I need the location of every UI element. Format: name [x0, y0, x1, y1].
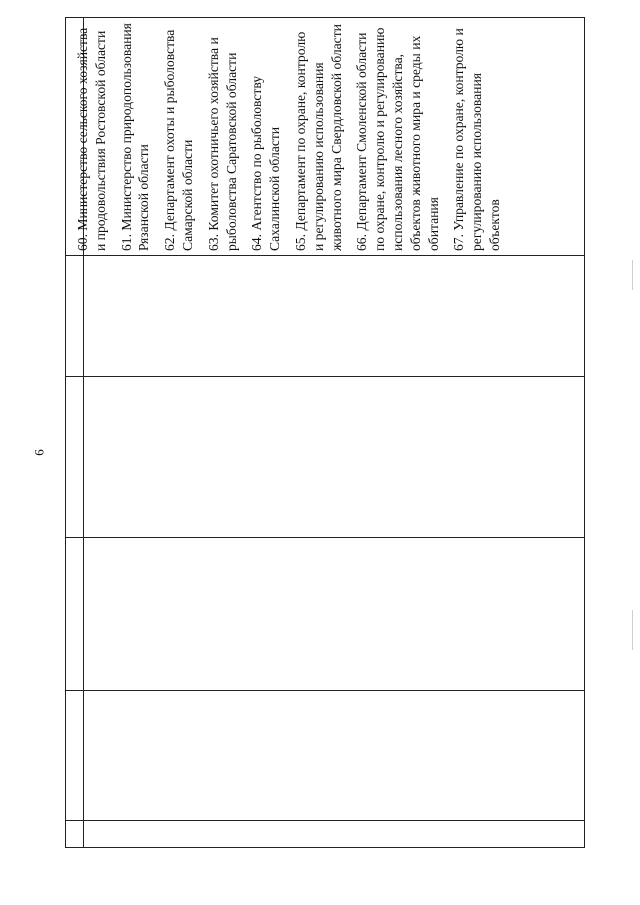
list-item: 62. Департамент охоты и рыболовства Самарской области	[162, 29, 195, 251]
scan-artifact	[632, 610, 633, 650]
list-item: 61. Министерство природопользования Рязанской области	[118, 23, 152, 251]
table-row-divider	[66, 255, 584, 256]
list-item: 64. Агентство по рыболовству Сахалинской области	[249, 75, 283, 251]
page-number: 9	[31, 449, 47, 456]
list-item: 66. Департамент Смоленской области по охране, контролю и регулированию использования лесного хозяйства, объектов животного мира и среды их обитания	[354, 27, 441, 251]
list-item: 67. Управление по охране, контролю и регулированию использования объектов	[451, 28, 502, 251]
table-row-divider	[66, 820, 584, 821]
table-row-divider	[66, 690, 584, 691]
table-row-divider	[66, 376, 584, 377]
table-row-divider	[66, 537, 584, 538]
list-item: 65. Департамент по охране, контролю и регулированию использования животного мира Свердловской области	[292, 24, 344, 251]
list-item: 63. Комитет охотничьего хозяйства и рыболовства Саратовской области	[205, 37, 239, 251]
scan-artifact	[632, 260, 633, 290]
list-item: 60. Министерство сельского хозяйства и продовольствия Ростовской области	[75, 27, 108, 251]
organizations-list	[70, 20, 582, 254]
